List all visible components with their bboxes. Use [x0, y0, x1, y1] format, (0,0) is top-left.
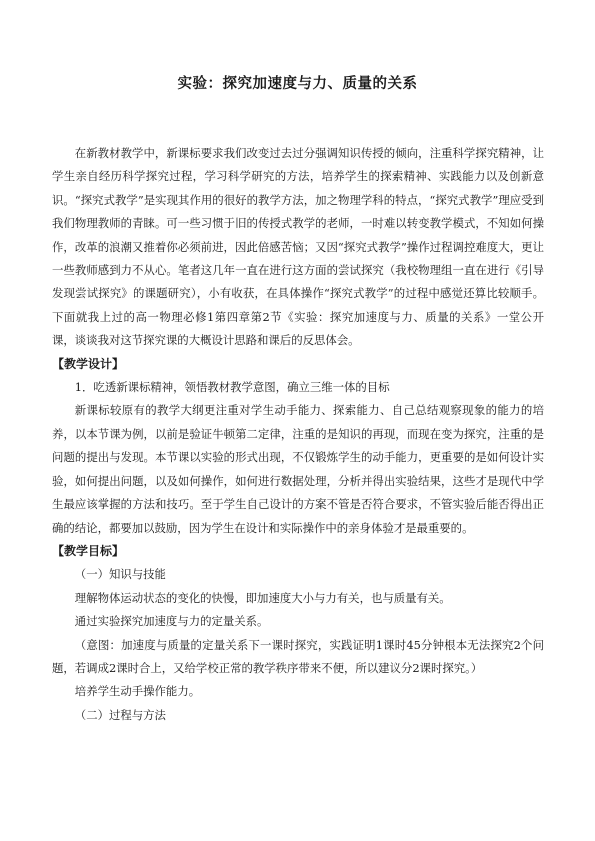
document-body: [52, 142, 544, 727]
section-heading-teaching-goals: 【教学目标】: [52, 543, 125, 558]
goal-note: （意图：加速度与质量的定量关系下一课时探究，实践证明1课时45分钟根本无法探究2个问题，若调成2课时合上，又给学校正常的教学秩序带来不便，所以建议分2课时探究。）: [52, 637, 544, 675]
design-paragraph: 新课标较原有的教学大纲更注重对学生动手能力、探索能力、自己总结观察现象的能力的培养，以本节课为例，以前是验证牛顿第二定律，注重的是知识的再现，而现在变为探究，注重的是问题的提出与发现。本节课以实验的形式出现，不仅锻炼学生的动手能力，更重要的是如何设计实验，如何提出问题，以及如何操作，如何进行数据处理，分析并得出实验结果，这些才是现代中学生最应该掌握的方法和技巧。至于学生自己设计的方案不管是否符合要求，不管实验后能否得出正确的结论，都要加以鼓励，因为学生在设计和实际操作中的亲身体验才是最重要的。: [52, 403, 544, 535]
design-point-1: 1．吃透新课标精神，领悟教材教学意图，确立三维一体的目标: [74, 380, 390, 395]
intro-paragraph: 在新教材教学中，新课标要求我们改变过去过分强调知识传授的倾向，注重科学探究精神，让学生亲自经历科学探究过程，学习科学研究的方法，培养学生的探索精神、实践能力以及创新意识。“探究式教学”是实现其作用的很好的教学方法，加之物理学科的特点，“探究式教学”理应受到我们物理教师的青睐。可一些习惯于旧的传授式教学的老师，一时难以转变教学模式，不知如何操作，改革的浪潮又推着你必须前进，因此倍感苦恼；又因“探究式教学”操作过程调控难度大，更让一些教师感到力不从心。笔者这几年一直在进行这方面的尝试探究（我校物理组一直在进行《引导发现尝试探究》的课题研究），小有收获，在具体操作“探究式教学”的过程中感觉还算比较顺手。下面就我上过的高一物理必修1第四章第2节《实验：探究加速度与力、质量的关系》一堂公开课，谈谈我对这节探究课的大概设计思路和课后的反思体会。: [52, 146, 544, 348]
section-heading-teaching-design: 【教学设计】: [52, 356, 125, 371]
goal-item-3: 培养学生动手操作能力。: [74, 684, 201, 699]
goal-item-2: 通过实验探究加速度与力的定量关系。: [74, 614, 269, 629]
document-title: 实验：探究加速度与力、质量的关系: [177, 76, 418, 92]
subheading-knowledge-skills: （一）知识与技能: [74, 567, 166, 582]
goal-item-1: 理解物体运动状态的变化的快慢，即加速度大小与力有关，也与质量有关。: [74, 590, 451, 605]
subheading-process-methods: （二）过程与方法: [74, 707, 166, 722]
